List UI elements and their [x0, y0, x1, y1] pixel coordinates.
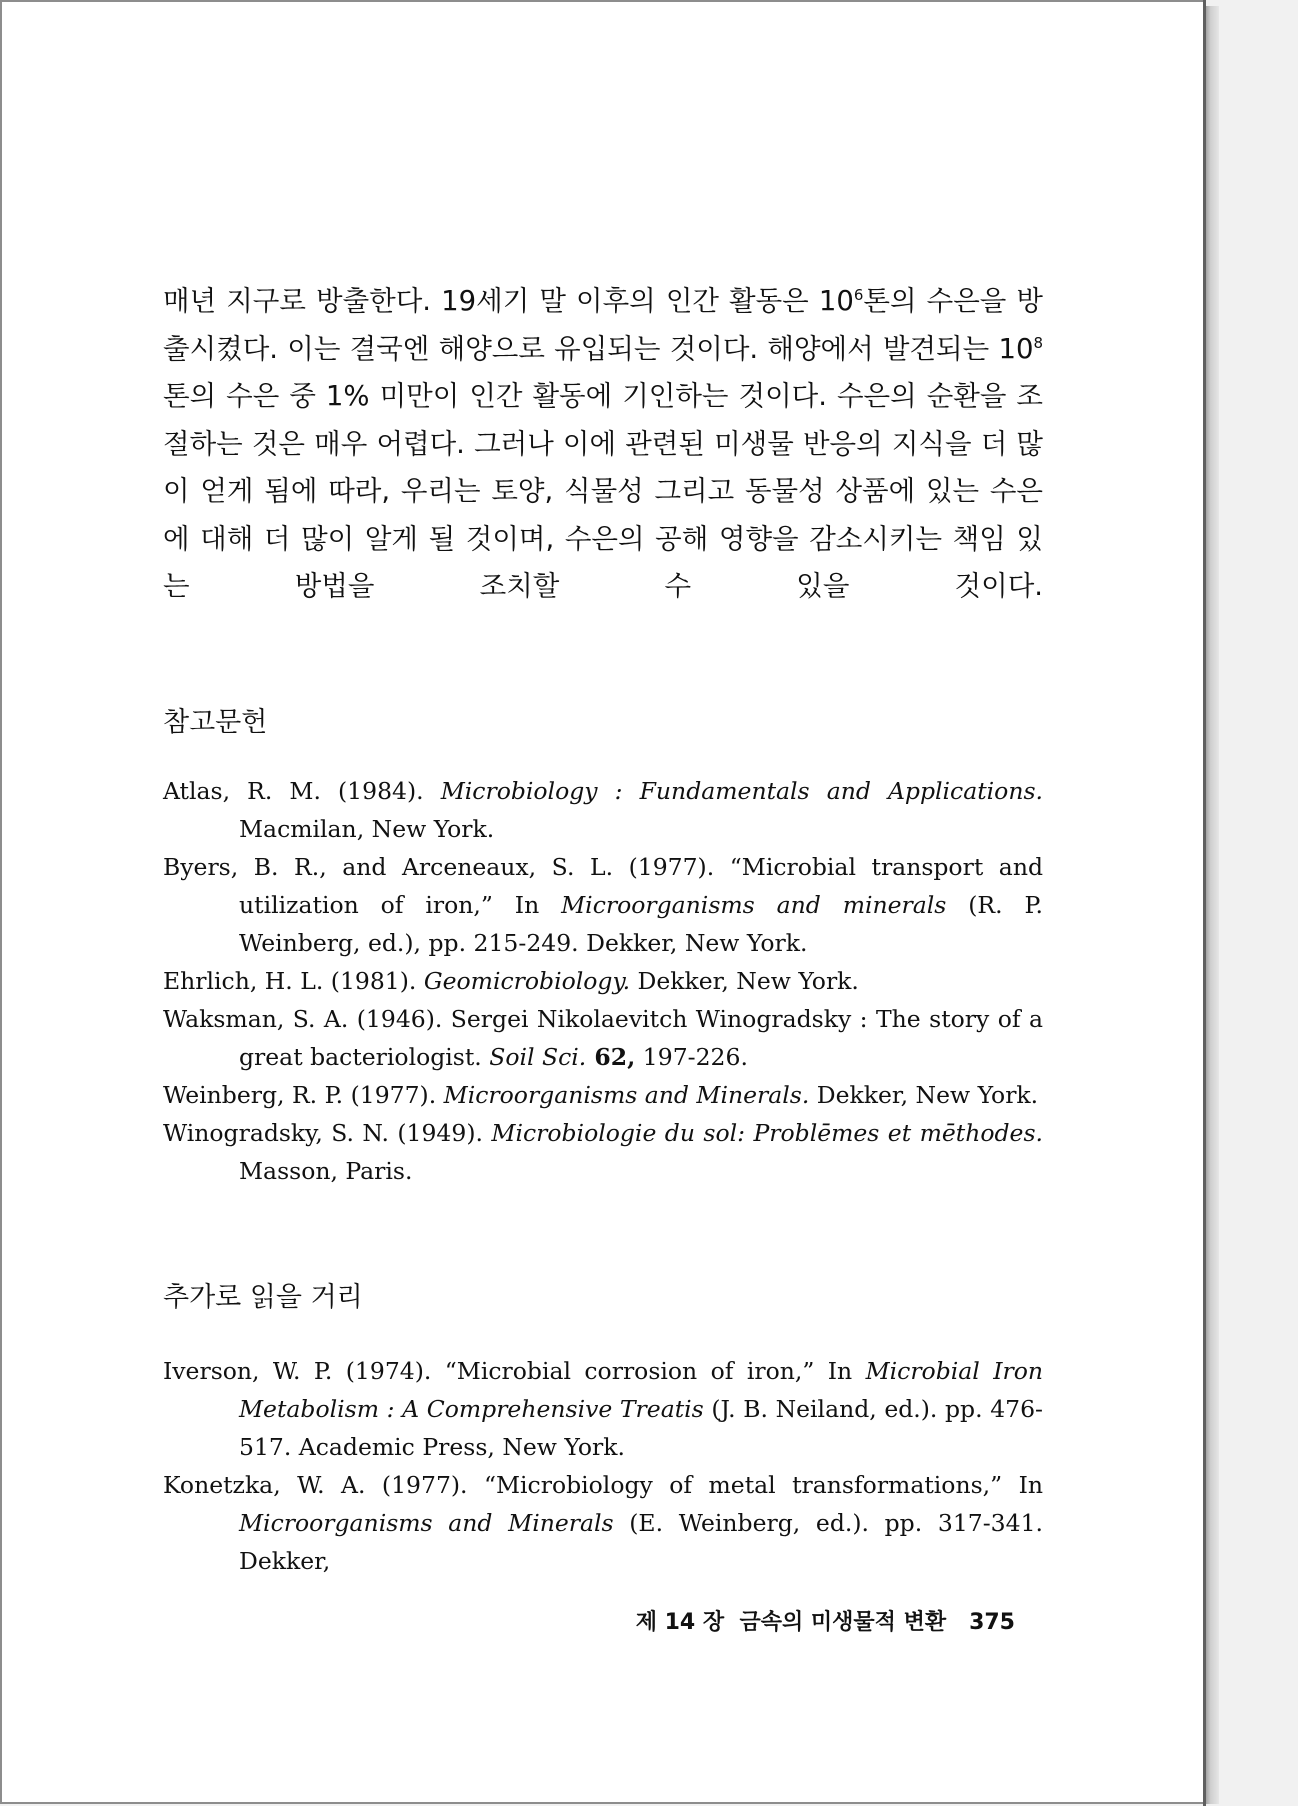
- further-reading-item: Iverson, W. P. (1974). “Microbial corrosion of iron,” In Microbial Iron Metabolism : A Comprehensive Treatis (J. B. Neiland, ed.). pp. 476-517. Academic Press, New York.: [163, 1357, 1043, 1461]
- reference-item: Waksman, S. A. (1946). Sergei Nikolaevitch Winogradsky : The story of a great bacteriologist. Soil Sci. 62, 197-226.: [163, 1005, 1043, 1071]
- references-list: [163, 772, 1043, 1190]
- reference-item: Winogradsky, S. N. (1949). Microbiologie du sol: Problēmes et mēthodes. Masson, Paris.: [163, 1119, 1043, 1185]
- further-reading-list: [163, 1352, 1043, 1580]
- reference-item: Ehrlich, H. L. (1981). Geomicrobiology. Dekker, New York.: [163, 967, 859, 995]
- reference-item: Weinberg, R. P. (1977). Microorganisms and Minerals. Dekker, New York.: [163, 1081, 1039, 1109]
- references-heading: 참고문헌: [163, 707, 268, 738]
- body-text-part-3: 톤의 수은 중 1% 미만이 인간 활동에 기인하는 것이다. 수은의 순환을 조절하는 것은 매우 어렵다. 그러나 이에 관련된 미생물 반응의 지식을 더 많이 얻게 됨에 따라, 우리는 토양, 식물성 그리고 동물성 상품에 있는 수은에 대해 더 많이 알게 될 것이며, 수은의 공해 영향을 감소시키는 책임 있는 방법을 조치할 수 있을 것이다.: [163, 380, 1043, 602]
- footer-chapter: 제 14 장: [635, 1610, 725, 1635]
- reference-item: Byers, B. R., and Arceneaux, S. L. (1977). “Microbial transport and utilization of iron,” In Microorganisms and minerals (R. P. Weinberg, ed.), pp. 215-249. Dekker, New York.: [163, 853, 1043, 957]
- footer-title: 금속의 미생물적 변환: [739, 1610, 947, 1635]
- further-reading-item: Konetzka, W. A. (1977). “Microbiology of metal transformations,” In Microorganisms and Minerals (E. Weinberg, ed.). pp. 317-341. Dekker,: [163, 1471, 1043, 1575]
- further-reading-heading: 추가로 읽을 거리: [163, 1282, 363, 1313]
- page-number: 375: [969, 1610, 1015, 1635]
- exponent-6: 6: [853, 285, 864, 304]
- body-paragraph: [163, 278, 1043, 611]
- body-text-part-1: 매년 지구로 방출한다. 19세기 말 이후의 인간 활동은 10: [163, 285, 854, 317]
- running-footer: [605, 1605, 1015, 1636]
- page-edge-shadow: [1205, 6, 1219, 1804]
- exponent-8: 8: [1033, 333, 1043, 352]
- page-edge-line: [1203, 0, 1206, 1806]
- body-text-part-2: 톤의 수은을 방출시켰다. 이는 결국엔 해양으로 유입되는 것이다. 해양에서 발견되는 10: [163, 285, 1044, 365]
- reference-item: Atlas, R. M. (1984). Microbiology : Fundamentals and Applications. Macmilan, New York.: [163, 777, 1043, 843]
